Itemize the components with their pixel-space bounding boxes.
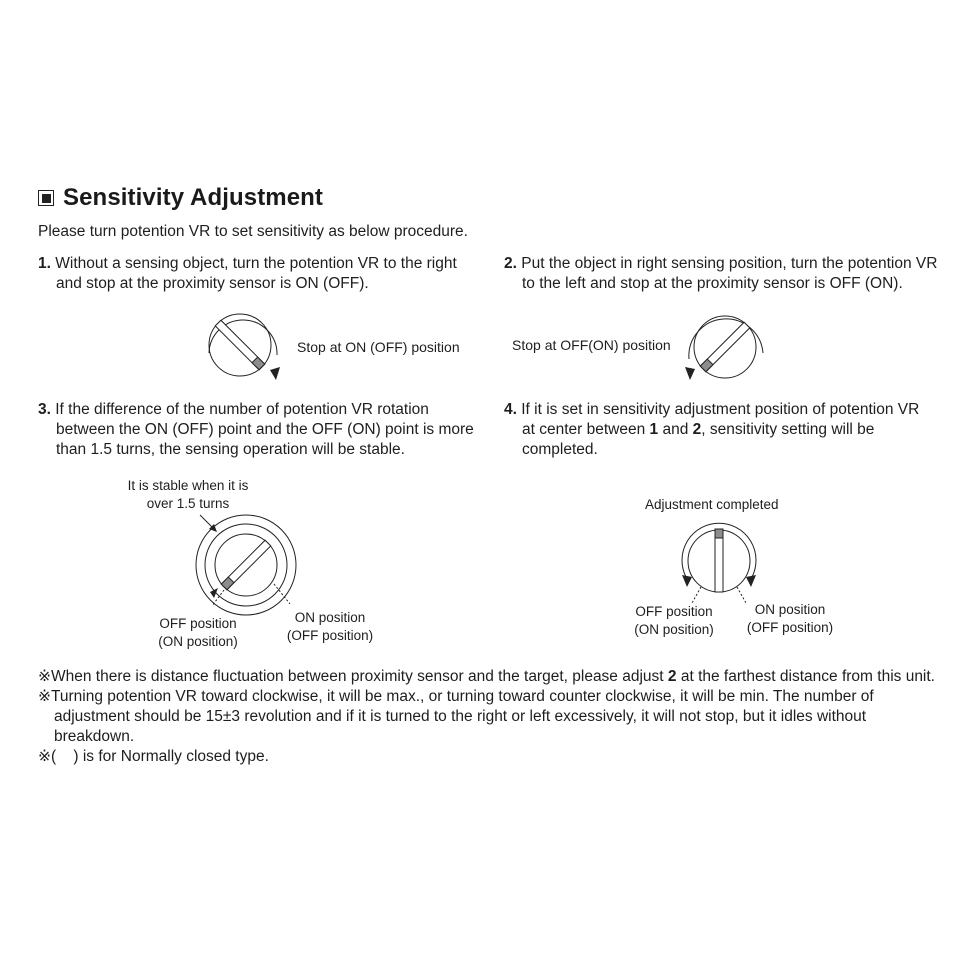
step-number: 4. xyxy=(504,401,517,418)
note-text: Turning potention VR toward clockwise, it will be max., or turning toward counter clockwise, it will be min. The number of adjustment should be 15±3 revolution and if it is turned to the right or left excessively, it will not stop, but it idles without breakdown. xyxy=(51,688,874,745)
label-line: OFF position xyxy=(635,604,713,619)
label-line: ON position xyxy=(294,610,366,625)
step-number: 2. xyxy=(504,255,517,272)
figure-4-top-label: Adjustment completed xyxy=(645,497,779,512)
label-line: (OFF position) xyxy=(286,628,374,643)
dial-diagram-stable-range xyxy=(190,510,320,620)
figure-3-on-label xyxy=(280,609,380,645)
section-title xyxy=(38,184,323,212)
step-text: Without a sensing object, turn the potention VR to the right and stop at the proximity sensor is ON (OFF). xyxy=(55,255,457,292)
figure-3-top-label xyxy=(108,477,268,513)
step-text: , sensitivity setting will be completed. xyxy=(522,421,875,458)
intro-text: Please turn potention VR to set sensitivity as below procedure. xyxy=(38,223,468,240)
step-number: 1. xyxy=(38,255,51,272)
dial-diagram-clockwise xyxy=(200,305,280,385)
step-text: and xyxy=(658,421,693,438)
note-text: ( ) is for Normally closed type. xyxy=(51,748,269,765)
figure-2-label: Stop at OFF(ON) position xyxy=(512,337,671,353)
dial-diagram-completed xyxy=(672,515,772,605)
label-line: OFF position xyxy=(159,616,237,631)
step-4 xyxy=(504,400,934,460)
step-text: Put the object in right sensing position, turn the potention VR to the left and stop at the proximity sensor is OFF (ON). xyxy=(521,255,938,292)
step-2 xyxy=(504,254,944,294)
dial-diagram-counterclockwise xyxy=(683,305,763,385)
step-ref-2: 2 xyxy=(692,421,702,438)
note-text: When there is distance fluctuation between proximity sensor and the target, please adjust xyxy=(51,668,668,685)
label-line: (OFF position) xyxy=(746,620,834,635)
note-3 xyxy=(38,747,938,767)
step-text: If it is set in sensitivity adjustment position of potention VR at center between xyxy=(521,401,920,438)
note-1 xyxy=(38,667,938,687)
section-title-text: Sensitivity Adjustment xyxy=(63,184,324,211)
filled-square-in-square-icon xyxy=(38,190,54,206)
note-text: at the farthest distance from this unit. xyxy=(676,668,935,685)
label-line: over 1.5 turns xyxy=(146,496,230,511)
figure-4-off-label xyxy=(624,603,724,639)
figure-1-label: Stop at ON (OFF) position xyxy=(297,339,460,355)
step-1 xyxy=(38,254,478,294)
notes xyxy=(38,667,938,767)
label-line: (ON position) xyxy=(634,622,714,637)
reference-mark: ※ xyxy=(38,688,51,705)
step-ref-1: 1 xyxy=(649,421,659,438)
step-3 xyxy=(38,400,478,460)
figure-4-on-label xyxy=(740,601,840,637)
reference-mark: ※ xyxy=(38,748,51,765)
note-2 xyxy=(38,687,938,747)
reference-mark: ※ xyxy=(38,668,51,685)
label-line: ON position xyxy=(754,602,826,617)
label-line: (ON position) xyxy=(158,634,238,649)
step-ref-2: 2 xyxy=(667,668,677,685)
figure-3-off-label xyxy=(148,615,248,651)
step-text: If the difference of the number of potention VR rotation between the ON (OFF) point and the OFF (ON) point is more than 1.5 turns, the sensing operation will be stable. xyxy=(55,401,474,458)
label-line: It is stable when it is xyxy=(127,478,249,493)
step-number: 3. xyxy=(38,401,51,418)
